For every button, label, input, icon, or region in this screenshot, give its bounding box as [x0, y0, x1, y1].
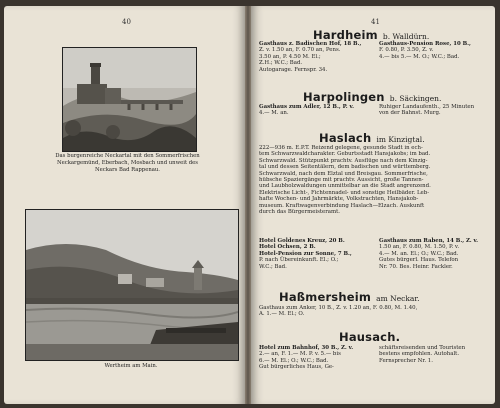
place-name: Haßmersheim	[279, 290, 372, 304]
text-line: von der Bahnst. Murg.	[379, 110, 441, 117]
text-line: Gutes bürgerl. Haus. Telefon	[379, 257, 459, 264]
text-line: Gasthaus zum Anker, 10 B., Z. v. 1.20 an, F. 0.80, M. 1.40,	[259, 305, 418, 311]
right-page	[251, 6, 495, 404]
text-line: F. 0.80, P. 3.50, Z. v.	[379, 47, 434, 54]
text-line: Schwarzwald. Stützpunkt prachtv. Ausflüge nach dem Kinzig-	[259, 157, 428, 164]
text-line: Hotel zum Bahnhof, 30 B., Z. v.	[259, 345, 354, 351]
text-line: museum. Kraftwagenverbindung Haslach—Elzach. Auskunft	[259, 202, 425, 209]
hardheim-col2	[379, 41, 491, 60]
hassmersheim-entry	[259, 305, 493, 318]
text-line: tal und dessen Seitentälern, dem badischen und württemberg.	[259, 164, 431, 171]
text-line: Gut bürgerliches Haus, Ge-	[259, 364, 334, 371]
text-line: Nr. 70. Bes. Heinr. Fackler.	[379, 263, 453, 270]
text-line: Autogarage. Fernspr. 34.	[259, 66, 328, 73]
text-line: Gasthaus zum Adler, 12 B., P. v.	[259, 104, 354, 110]
text-line: Gasthaus zum Raben, 14 B., Z. v.	[379, 238, 479, 244]
hausach-col2	[379, 345, 491, 364]
caption-line: Neckargemünd, Eberbach, Mosbach und unweit des	[56, 160, 199, 166]
text-line: bestens empfohlen. Autohalt.	[379, 351, 460, 358]
text-line: Z. v. 1.50 an, F. 0.70 an, Pens.	[259, 47, 341, 54]
heading-hausach	[339, 326, 400, 345]
place-name: Hausach.	[339, 330, 401, 344]
text-line: Schwarzwald, nach dem Elztal und Breisgau. Sommerfrische,	[259, 170, 428, 177]
haslach-col1	[259, 238, 377, 270]
text-line: durch das Bürgermeisteramt.	[259, 209, 341, 216]
caption-neckartal	[20, 153, 235, 174]
neckartal-castle-photo	[62, 47, 197, 152]
heading-haslach	[319, 127, 425, 146]
caption-line: Das burgenreiche Neckartal mit den Sommerfrischen	[55, 153, 200, 159]
heading-harpolingen	[303, 86, 441, 105]
place-sub: am Neckar.	[376, 294, 420, 303]
text-line: P. nach Übereinkunft. El.; O.;	[259, 257, 339, 264]
text-line: A. 1.— M. El.; O.	[259, 311, 305, 318]
wertheim-illustration	[26, 210, 238, 360]
harpolingen-col1	[259, 104, 377, 117]
place-sub: im Kinzigtal.	[376, 135, 425, 144]
text-line: Ruhiger Landaufenth., 25 Minuten	[379, 104, 475, 110]
text-line: 4.— M. an.	[259, 110, 289, 117]
text-line: Hotel-Pension zur Sonne, 7 B.,	[259, 250, 352, 257]
text-line: Elektrische Licht-, Fichtennadel- und sonstige Heilbäder. Leb-	[259, 189, 430, 196]
haslach-col2	[379, 238, 493, 270]
page-number-right: 41	[371, 18, 380, 26]
text-line: tem Schwarzwaldcharakter. Geburtsstadt Hansjakobs; im bad.	[259, 151, 431, 158]
text-line: W.C.; Bad.	[259, 263, 287, 270]
hausach-col1	[259, 345, 377, 371]
text-line: 6.— M. El.; O.; W.C.; Bad.	[259, 357, 329, 364]
text-line: Hotel Goldenes Kreuz, 20 B.	[259, 238, 345, 244]
harpolingen-col2	[379, 104, 491, 117]
text-line: hafte Wochen- und Jahrmärkte, Volkstrachten, Hansjakob-	[259, 196, 419, 203]
text-line: Z.H.; W.C.; Bad.	[259, 60, 303, 67]
text-line: schäftsreisenden und Touristen	[379, 345, 466, 351]
text-line: 2.— an, F. 1.— M. P. v. 5.— bis	[259, 351, 341, 358]
text-line: 1.50 an, F. 0.80, M. 1.50, P. v.	[379, 244, 460, 251]
text-line: 4.— bis 5.— M. O.; W.C.; Bad.	[379, 53, 460, 60]
castle-illustration	[63, 48, 196, 151]
text-line: Hotel Ochsen, 2 B.	[259, 244, 316, 251]
left-page	[4, 6, 245, 404]
text-line: Gasthaus-Pension Rose, 10 B.,	[379, 41, 471, 47]
text-line: hübsche Spaziergänge mit prachtv. Aussicht, große Tannen-	[259, 177, 424, 184]
text-line: Gasthaus z. Badischen Hof, 18 B.,	[259, 41, 362, 47]
haslach-description	[259, 145, 493, 215]
caption-line: Neckars Bad Rappenau.	[94, 167, 160, 173]
page-number-left: 40	[122, 18, 131, 26]
hardheim-col1	[259, 41, 377, 73]
place-sub: b. Säckingen.	[389, 94, 442, 103]
place-sub: b. Walldürn.	[382, 32, 430, 41]
place-name: Haslach	[319, 131, 372, 145]
text-line: Fernsprecher Nr. 1.	[379, 357, 433, 364]
place-name: Hardheim	[313, 28, 378, 42]
heading-hassmersheim	[279, 286, 420, 305]
text-line: 222—936 m. E.P.T. Reizend gelegene, gesunde Stadt in ech-	[259, 145, 423, 151]
text-line: 4.— M. an. El.; O.; W.C.; Bad.	[379, 250, 459, 257]
text-line: 3.50 an, P. 4.50 M. El.;	[259, 53, 321, 60]
caption-wertheim: Wertheim am Main.	[104, 363, 158, 369]
wertheim-photo	[25, 209, 239, 361]
text-line: und Laubholzwaldungen unmittelbar an die Stadt angrenzend.	[259, 183, 431, 190]
place-name: Harpolingen	[303, 90, 385, 104]
